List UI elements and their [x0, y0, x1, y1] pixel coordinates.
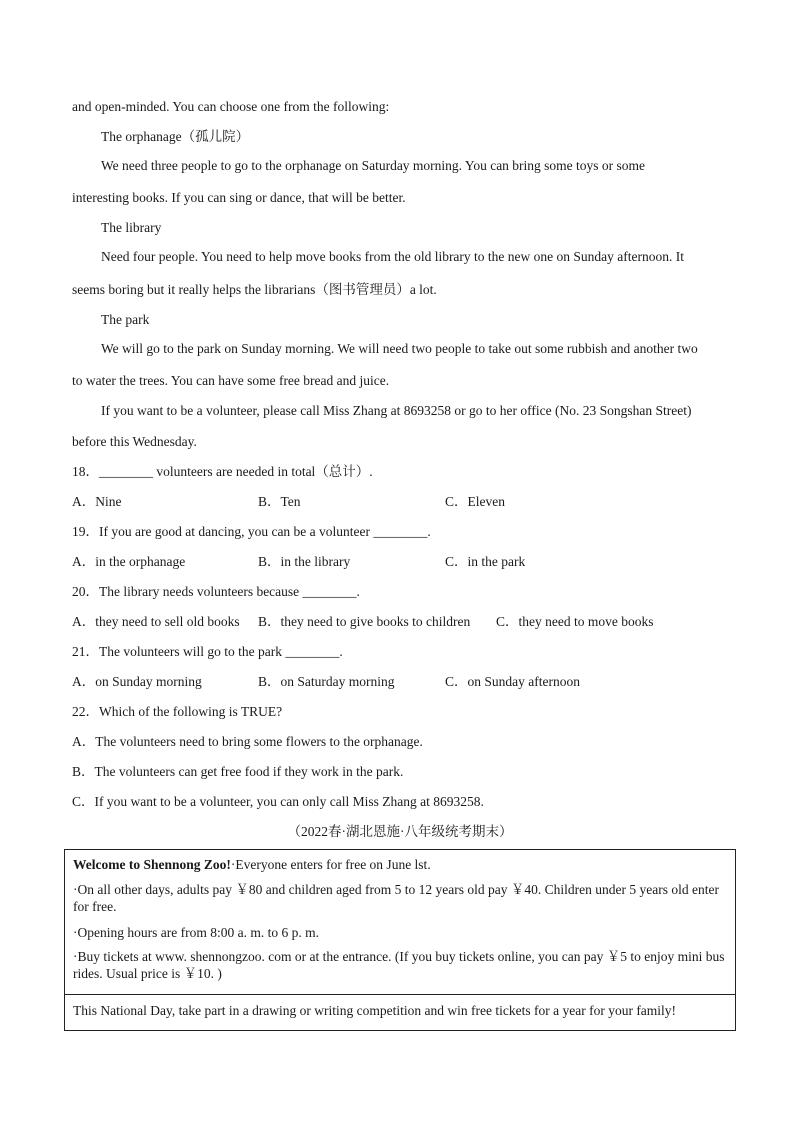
hours-text: ·Opening hours are from 8:00 a. m. to 6 p. m.: [73, 925, 319, 940]
tickets-text: ·Buy tickets at www. shennongzoo. com or at the entrance. (If you buy tickets online, you can pay ￥5 to enjoy mini bus rides. Usual price is ￥10. ): [73, 949, 725, 981]
welcome-heading: Welcome to Shennong Zoo!: [73, 857, 231, 872]
orphanage-title: The orphanage（孤儿院）: [101, 129, 250, 144]
option-c: C．Eleven: [445, 494, 505, 509]
option-b: B．The volunteers can get free food if they work in the park.: [72, 764, 404, 779]
passage-line: and open-minded. You can choose one from the following:: [72, 99, 390, 114]
passage-line: We need three people to go to the orphanage on Saturday morning. You can bring some toys or some: [101, 158, 646, 173]
option-b: B．Ten: [258, 494, 301, 509]
national-day-box: [64, 994, 736, 1031]
passage-line: to water the trees. You can have some free bread and juice.: [72, 373, 390, 388]
option-a: A．they need to sell old books: [72, 614, 240, 629]
passage-line: before this Wednesday.: [72, 434, 197, 449]
option-a: A．on Sunday morning: [72, 674, 202, 689]
option-b: B．they need to give books to children: [258, 614, 471, 629]
question-18-stem: 18．________ volunteers are needed in total（总计）.: [72, 464, 373, 479]
question-20-stem: 20．The library needs volunteers because ________.: [72, 584, 360, 599]
passage-line: interesting books. If you can sing or dance, that will be better.: [72, 190, 406, 205]
option-b: B．in the library: [258, 554, 351, 569]
question-21-stem: 21．The volunteers will go to the park ________.: [72, 644, 343, 659]
passage-line: Need four people. You need to help move books from the old library to the new one on Sunday afternoon. It: [101, 249, 684, 264]
option-a: A．The volunteers need to bring some flowers to the orphanage.: [72, 734, 423, 749]
welcome-line: [73, 856, 727, 873]
option-c: C．they need to move books: [496, 614, 654, 629]
prices-text: ·On all other days, adults pay ￥80 and children aged from 5 to 12 years old pay ￥40. Children under 5 years old enter for free.: [73, 882, 719, 914]
question-19-stem: 19．If you are good at dancing, you can be a volunteer ________.: [72, 524, 431, 539]
question-22-stem: 22．Which of the following is TRUE?: [72, 704, 283, 719]
option-b: B．on Saturday morning: [258, 674, 395, 689]
source-note: （2022春·湖北恩施·八年级统考期末）: [287, 824, 513, 839]
library-title: The library: [101, 220, 162, 235]
passage-line: seems boring but it really helps the librarians（图书管理员）a lot.: [72, 282, 437, 297]
zoo-notice-box: [64, 849, 736, 995]
national-day-text: This National Day, take part in a drawing or writing competition and win free tickets for a year for your family!: [73, 1003, 677, 1018]
option-a: A．Nine: [72, 494, 122, 509]
passage-line: If you want to be a volunteer, please call Miss Zhang at 8693258 or go to her office (No. 23 Songshan Street): [101, 403, 692, 418]
option-c: C．If you want to be a volunteer, you can only call Miss Zhang at 8693258.: [72, 794, 484, 809]
welcome-text: ·Everyone enters for free on June lst.: [230, 857, 431, 872]
option-c: C．on Sunday afternoon: [445, 674, 580, 689]
option-a: A．in the orphanage: [72, 554, 186, 569]
option-c: C．in the park: [445, 554, 526, 569]
park-title: The park: [101, 312, 150, 327]
passage-line: We will go to the park on Sunday morning. We will need two people to take out some rubbish and another two: [101, 341, 698, 356]
